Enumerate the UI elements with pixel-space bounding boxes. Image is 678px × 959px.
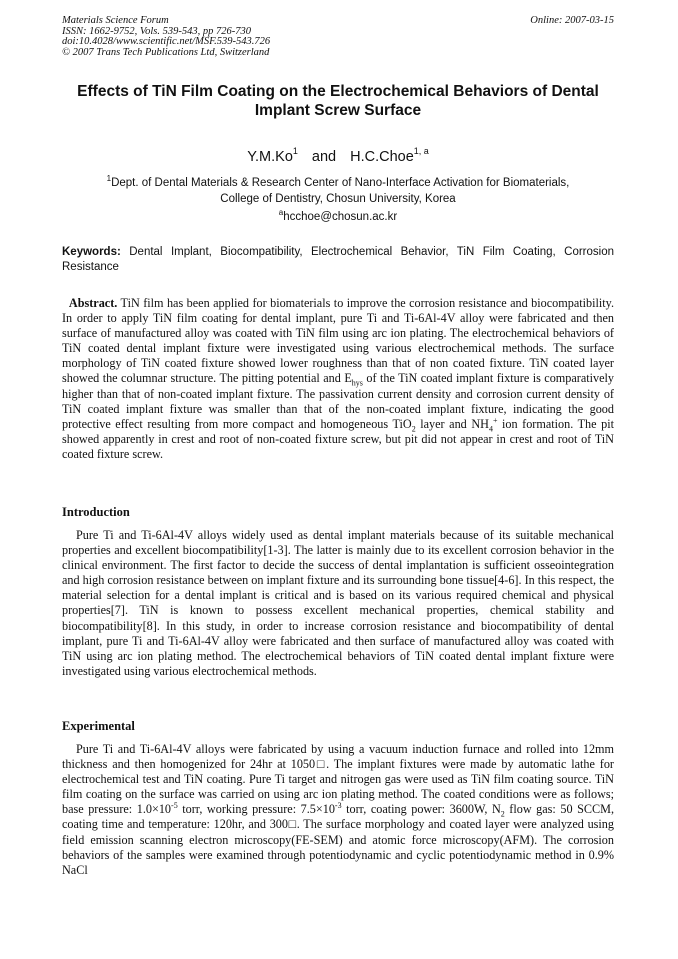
- affiliation: [62, 176, 614, 207]
- keywords: [62, 245, 614, 275]
- superscript: -3: [334, 801, 342, 811]
- abstract-text: TiN film has been applied for biomaterials to improve the corrosion resistance and biocompatibility. In order to apply TiN film coating for dental implant, pure Ti and Ti-6Al-4V alloy were fabricated and then surface of manufactured alloy was coated with TiN film using arc ion plating. The electrochemical behaviors of TiN coated dental implant fixture were investigated using various electrochemical methods. The surface morphology of TiN coated fixture showed lower roughness than that of non coated fixture. TiN coated layer showed the columnar structure. The pitting potential and E: [62, 296, 614, 386]
- experimental-segment: . The implant fixtures were made by automatic lathe for electrochemical test and TiN coating. Pure Ti target and nitrogen gas were used as TiN film coating source. TiN film coating on the surface was carried on using arc ion plating method. The coated conditions were as follows; base pressure: 1.0×10: [62, 757, 614, 817]
- copyright-line: © 2007 Trans Tech Publications Ltd, Switzerland: [62, 46, 270, 58]
- subscript: hys: [351, 378, 363, 388]
- author-name: Y.M.Ko: [247, 149, 293, 165]
- experimental-segment: . The surface morphology and coated layer were analyzed using field emission scanning electron microscopy(FE-SEM) and atomic force microscopy(AFM). The corrosion behaviors of the samples were examined through potentiodynamic and cyclic potentiodynamic method in 0.9% NaCl: [62, 817, 614, 877]
- issn-line: ISSN: 1662-9752, Vols. 539-543, pp 726-730: [62, 25, 251, 37]
- subscript: 2: [500, 809, 505, 819]
- experimental-segment: torr, working pressure: 7.5×10: [177, 802, 335, 817]
- paper-title: Effects of TiN Film Coating on the Electrochemical Behaviors of Dental Implant Screw Surface: [77, 83, 599, 119]
- subscript: 4: [488, 424, 493, 434]
- keywords-text: Dental Implant, Biocompatibility, Electrochemical Behavior, TiN Film Coating, Corrosion Resistance: [62, 246, 614, 273]
- email-address: hcchoe@chosun.ac.kr: [283, 211, 398, 223]
- experimental-segment: flow gas: 50 SCCM, coating time and temperature: 120hr, and 300: [62, 802, 614, 832]
- superscript: -5: [171, 801, 178, 811]
- author-and: and: [311, 149, 337, 165]
- journal-header: [62, 16, 270, 58]
- superscript: +: [492, 415, 498, 425]
- experimental-text: [62, 742, 614, 878]
- email-line: [62, 208, 614, 223]
- section-heading-experimental: Experimental: [62, 719, 135, 733]
- abstract-text: layer and NH: [415, 416, 489, 431]
- affil-mark: 1: [106, 174, 112, 183]
- author-affil-mark: 1, a: [413, 146, 429, 156]
- doi-line: doi:10.4028/www.scientific.net/MSF.539-543.726: [62, 36, 271, 48]
- abstract: [62, 296, 614, 462]
- abstract-label: Abstract.: [68, 296, 118, 310]
- introduction-text: Pure Ti and Ti-6Al-4V alloys widely used as dental implant materials because of its suitable mechanical properties and excellent biocompatibility[1-3]. The latter is mainly due to its excellent corrosion behavior in the clinical environment. The first factor to decide the success of dental implantation is sufficient osseointegration and high corrosion resistance between on implant fixture and its surrounding bone tissue[4-6]. In this respect, the material selection for a dental implant is critical and is based on its various required chemical and physical properties[7]. TiN is known to possess excellent mechanical properties, chemical stability and biocompatibility[8]. In this study, in order to increase corrosion resistance and biocompatibility of dental implant, pure Ti and Ti-6Al-4V alloy were fabricated and then surface of manufactured alloy was coated with TiN using arc ion plating method. The electrochemical behaviors of TiN coated dental implant fixture were investigated using various electrochemical methods.: [62, 528, 614, 678]
- keywords-label: Keywords:: [62, 246, 121, 258]
- abstract-text: ion formation. The pit showed apparently in crest and root of non-coated fixture screw, but pit did not appear in crest and root of TiN coated fixture screw.: [62, 416, 614, 461]
- degree-glyph: □: [287, 817, 297, 832]
- experimental-segment: torr, coating power: 3600W, N: [341, 802, 501, 817]
- degree-glyph: □: [315, 757, 327, 772]
- email-mark: a: [278, 208, 284, 217]
- subscript: 2: [411, 424, 416, 434]
- experimental-segment: Pure Ti and Ti-6Al-4V alloys were fabricated by using a vacuum induction furnace and rolled into 12mm thickness and then homogenized for 24hr at 1050: [62, 742, 614, 772]
- section-heading-introduction: Introduction: [62, 505, 130, 519]
- affil-line: Dept. of Dental Materials & Research Center of Nano-Interface Activation for Biomaterials,: [111, 177, 570, 189]
- journal-name: Materials Science Forum: [62, 15, 169, 26]
- online-date: Online: 2007-03-15: [530, 15, 614, 26]
- author-line: [62, 146, 614, 165]
- abstract-text: of the TiN coated implant fixture is comparatively higher than that of non-coated implant fixture. The passivation current density and corrosion current density of TiN coated implant fixture was smaller than that of the non-coated implant fixture, indicating the good protective effect resulting from more compact and homogeneous TiO: [62, 371, 614, 431]
- affil-line: College of Dentistry, Chosun University, Korea: [220, 192, 456, 205]
- author-name: H.C.Choe: [350, 149, 414, 165]
- author-affil-mark: 1: [292, 146, 298, 156]
